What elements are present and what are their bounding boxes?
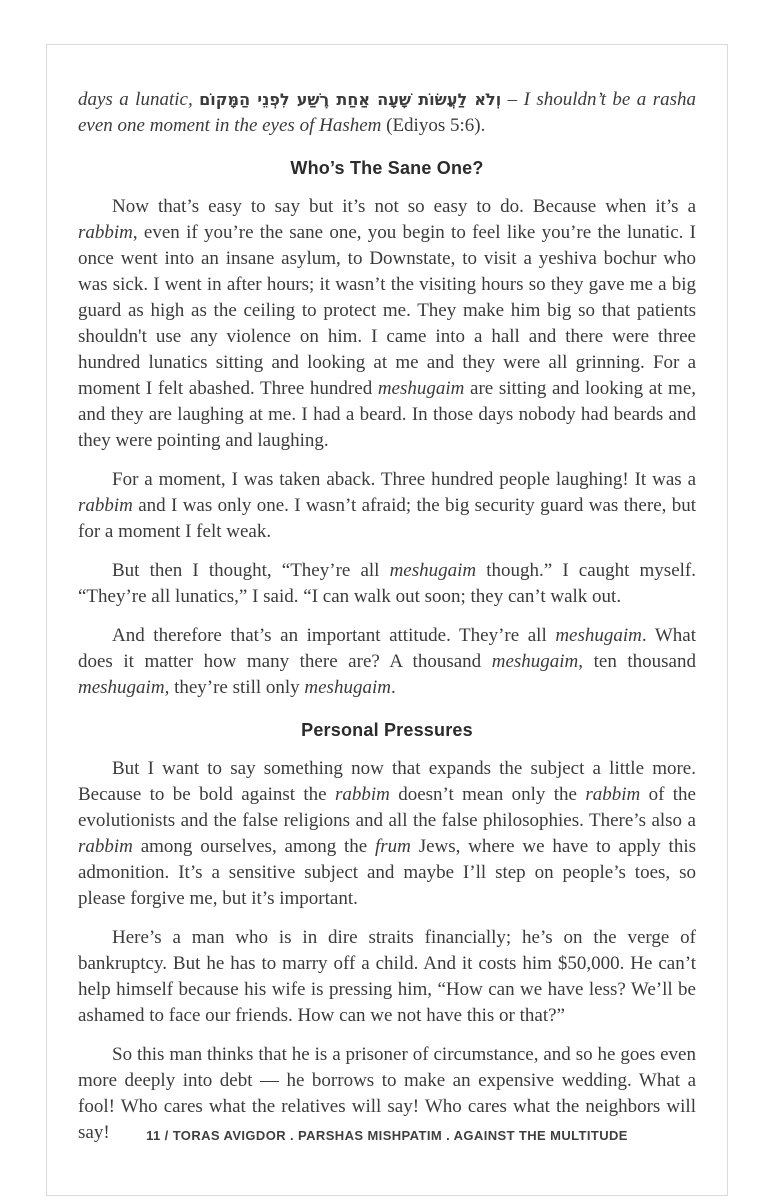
paragraph — [78, 925, 696, 1029]
italic-term: meshugaim — [389, 560, 477, 581]
text-run: among ourselves, among the — [132, 836, 375, 857]
page-content — [47, 45, 727, 1146]
italic-term: rabbim — [78, 495, 133, 516]
text-run: (Ediyos 5:6). — [381, 115, 486, 136]
text-run: , even if you’re the sane one, you begin to feel like you’re the lunatic. I once went into an insane asylum, to Downstate, to visit a yeshiva bochur who was sick. I went in after hours; it wasn’t the visiting hours so they gave me a big guard as high as the ceiling to protect me. They make him big so that patients shouldn't use any violence on him. I came into a hall and there were three hundred lunatics sitting and looking at me and they were all grinning. For a moment I felt abashed. Three hundred — [78, 222, 696, 399]
italic-term: days a lunatic, — [78, 89, 200, 110]
text-run: of the evolutionists and the false religions and all the false philosophies. There’s also a — [78, 784, 696, 831]
italic-term: rabbim — [78, 836, 133, 857]
text-run: , they’re still only — [164, 677, 305, 698]
paragraph — [78, 558, 696, 610]
italic-term: meshugaim — [491, 651, 579, 672]
text-run: Now that’s easy to say but it’s not so easy to do. Because when it’s a — [112, 196, 696, 217]
paragraph — [78, 194, 696, 454]
text-run: Here’s a man who is in dire straits financially; he’s on the verge of bankruptcy. But he has to marry off a child. And it costs him $50,000. He can’t help himself because his wife is pressing him, “How can we have less? We’ll be ashamed to face our friends. How can we not have this or that?” — [78, 927, 696, 1026]
italic-term: meshugaim — [555, 625, 642, 646]
text-run: But I want to say something now that expands the subject a little more. Because to be bold against the — [78, 758, 696, 805]
italic-term: rabbim — [585, 784, 641, 805]
italic-term: meshugaim — [78, 677, 165, 698]
intro-paragraph — [78, 87, 696, 139]
paragraph — [78, 467, 696, 545]
text-run: are sitting and looking at me, and they are laughing at me. I had a beard. In those days nobody had beards and they were pointing and laughing. — [78, 378, 697, 451]
section-heading-whos-the-sane-one: Who’s The Sane One? — [290, 158, 484, 178]
text-run: – — [501, 89, 524, 110]
paragraph — [78, 623, 696, 701]
text-run: and I was only one. I wasn’t afraid; the big security guard was there, but for a moment I felt weak. — [78, 495, 696, 542]
italic-term: frum — [375, 836, 411, 857]
page-footer: 11 / TORAS AVIGDOR . PARSHAS MISHPATIM . AGAINST THE MULTITUDE — [146, 1128, 628, 1143]
document-page — [46, 44, 728, 1196]
italic-term: meshugaim — [377, 378, 465, 399]
text-run: . What does it matter how many there are? A thousand — [78, 625, 696, 672]
italic-term: meshugaim — [304, 677, 391, 698]
text-run: . — [390, 677, 396, 698]
text-run: But then I thought, “They’re all — [112, 560, 390, 581]
text-run: So this man thinks that he is a prisoner of circumstance, and so he goes even more deeply into debt — he borrows to make an expensive wedding. What a fool! Who cares what the relatives will say! Who cares what the neighbors will say! — [78, 1044, 696, 1143]
italic-term: rabbim — [78, 222, 133, 243]
text-run: For a moment, I was taken aback. Three hundred people laughing! It was a — [112, 469, 696, 490]
text-run: though.” I caught myself. “They’re all lunatics,” I said. “I can walk out soon; they can’t walk out. — [78, 560, 696, 607]
text-run: And therefore that’s an important attitude. They’re all — [112, 625, 556, 646]
italic-term: I shouldn’t be a rasha even one moment in the eyes of Hashem — [78, 89, 696, 136]
section-heading-personal-pressures: Personal Pressures — [301, 720, 473, 740]
italic-term: rabbim — [334, 784, 390, 805]
text-run: doesn’t mean only the — [389, 784, 586, 805]
text-run: Jews, where we have to apply this admonition. It’s a sensitive subject and maybe I’ll step on people’s toes, so please forgive me, but it’s important. — [78, 836, 696, 909]
paragraph — [78, 756, 696, 912]
hebrew-text: וְלֹא לַעֲשׂוֹת שָׁעָה אַחַת רֶשַׁע לִפְנֵי הַמָּקוֹם — [199, 90, 502, 109]
text-run: , ten thousand — [578, 651, 696, 672]
